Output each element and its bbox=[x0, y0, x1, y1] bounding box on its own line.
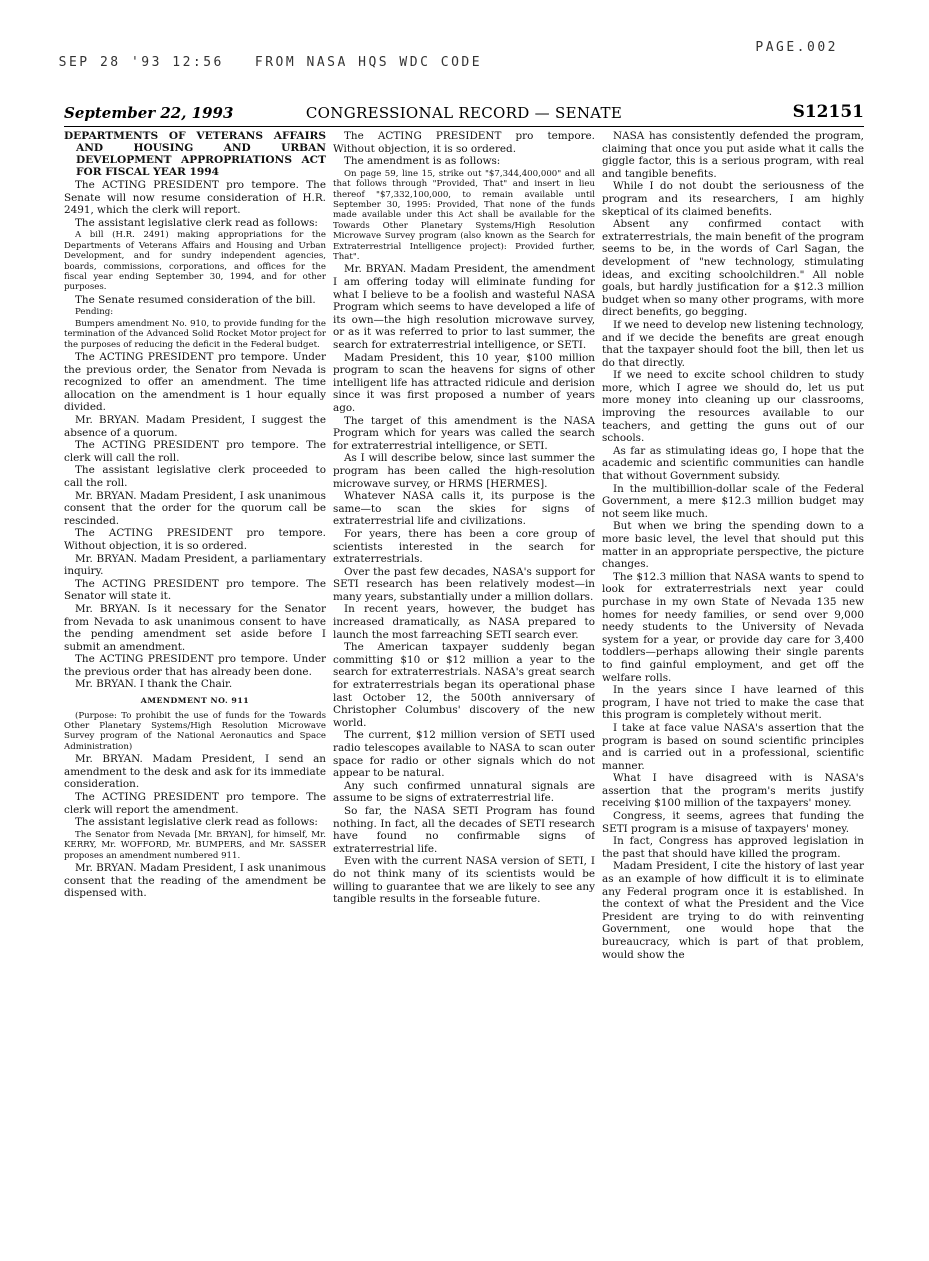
paragraph: The ACTING PRESIDENT pro tempore. Under the previous order, the Senator from Nevada is recognized to offer an amendment. The time allocation on the amendment is 1 hour equally divided. bbox=[64, 351, 326, 414]
paragraph: Even with the current NASA version of SETI, I do not think many of its scientists would be willing to guarantee that we are likely to see any tangible results in the forseable future. bbox=[333, 855, 595, 906]
quoted-text: Pending: bbox=[75, 307, 114, 318]
quoted-text: A bill (H.R. 2491) making appropriations for the Departments of Veterans Affairs and Housing and Urban Development, and for sundry independent agencies, boards, commissions, corporations, and offices for the fiscal year ending September 30, 1994, and for other purposes. bbox=[64, 230, 326, 293]
amendment-caption: AMENDMENT NO. 911 bbox=[140, 696, 250, 706]
paragraph: Over the past few decades, NASA's support for SETI research has been relatively modest—in many years, substantially under a million dollars. bbox=[333, 565, 595, 603]
paragraph: Madam President, this 10 year, $100 million program to scan the heavens for signs of other intelligent life has attracted ridicule and derision since it was first proposed a number of years ago. bbox=[333, 351, 595, 414]
paragraph: So far, the NASA SETI Program has found nothing. In fact, all the decades of SETI research have found no confirmable signs of extraterrestrial life. bbox=[333, 804, 595, 855]
paragraph: As I will describe below, since last summer the program has been called the high-resolution microwave survey, or HRMS [HERMES]. bbox=[333, 452, 595, 490]
paragraph: The ACTING PRESIDENT pro tempore. The Senator will state it. bbox=[64, 577, 326, 603]
paragraph: As far as stimulating ideas go, I hope that the academic and scientific communities can handle that without Government subsidy. bbox=[602, 444, 864, 483]
paragraph: Mr. BRYAN. Madam President, a parliamentary inquiry. bbox=[64, 552, 326, 578]
paragraph: The amendment is as follows: bbox=[344, 155, 501, 168]
paragraph: Congress, it seems, agrees that funding the SETI program is a misuse of taxpayers' money. bbox=[602, 810, 864, 835]
paragraph: The target of this amendment is the NASA Program which for years was called the search for extraterrestrial intelligence, or SETI. bbox=[333, 414, 595, 452]
paragraph: If we need to excite school children to study more, which I agree we should do, let us put more money into cleaning up our classrooms, improving the resources available to our teachers, and getting the guns out of our schools. bbox=[602, 369, 864, 445]
paragraph: The Senate resumed consideration of the bill. bbox=[75, 293, 316, 306]
paragraph: Madam President, I cite the history of last year as an example of how difficult it is to eliminate any Federal program once it is established. In the context of what the President and the Vice President are trying to do with reinventing Government, one would hope that the bureaucracy, which is part of that problem, would show the bbox=[602, 860, 864, 961]
quoted-text: (Purpose: To prohibit the use of funds for the Towards Other Planetary Systems/High Resolution Microwave Survey program of the National Aeronautics and Space Administration) bbox=[64, 710, 326, 752]
paragraph: In recent years, however, the budget has increased dramatically, as NASA prepared to launch the most farreaching SETI search ever. bbox=[333, 603, 595, 641]
paragraph: In the multibillion-dollar scale of the Federal Government, a mere $12.3 million budget may not seem like much. bbox=[602, 482, 864, 520]
fax-transmission-header bbox=[38, 40, 838, 85]
quoted-text: Bumpers amendment No. 910, to provide funding for the termination of the Advanced Solid Rocket Motor project for the purposes of reducing the deficit in the Federal budget. bbox=[64, 318, 326, 350]
paragraph: NASA has consistently defended the program, claiming that once you put aside what it calls the giggle factor, this is a serious program, with real and tangible benefits. bbox=[602, 130, 864, 180]
quoted-text: On page 59, line 15, strike out "$7,344,400,000" and all that follows through "Provided, That" and insert in lieu thereof "$7,332,100,000, to remain available until September 30, 1995: Provided, That none of the funds made available under this Act shall be available for the Towards Other Planetary Systems/High Resolution Microwave Survey program (also known as the Search for Extraterrestrial Intelligence project): Provided further, That". bbox=[333, 168, 595, 263]
header-date: September 22, 1993 bbox=[64, 104, 234, 122]
paragraph: Whatever NASA calls it, its purpose is the same—to scan the skies for signs of extraterrestrial life and civilizations. bbox=[333, 490, 595, 528]
paragraph: The current, $12 million version of SETI used radio telescopes available to NASA to scan outer space for radio or other signals which do not appear to be natural. bbox=[333, 729, 595, 780]
paragraph: Mr. BRYAN. I thank the Chair. bbox=[75, 678, 233, 691]
paragraph: Mr. BRYAN. Madam President, the amendment I am offering today will eliminate funding for what I believe to be a foolish and wasteful NASA Program which seems to have developed a life of its own—the high resolution microwave survey, or as it was referred to prior to last summer, the search for extraterrestrial intelligence, or SETI. bbox=[333, 263, 595, 351]
fax-page-number: PAGE.002 bbox=[755, 40, 838, 55]
paragraph: The assistant legislative clerk read as follows: bbox=[75, 816, 318, 829]
column-middle bbox=[333, 130, 595, 1240]
paragraph: The ACTING PRESIDENT pro tempore. Without objection, it is so ordered. bbox=[333, 130, 595, 155]
paragraph: Mr. BRYAN. Madam President, I ask unanimous consent that the order for the quorum call be rescinded. bbox=[64, 489, 326, 527]
paragraph: The $12.3 million that NASA wants to spend to look for extraterrestrials next year could purchase in my own State of Nevada 135 new homes for needy families, or send over 9,000 needy students to the University of Nevada system for a year, or provide day care for 3,400 toddlers—perhaps allowing their single parents to find gainful employment, and get off the welfare rolls. bbox=[602, 570, 864, 684]
paragraph: The American taxpayer suddenly began committing $10 or $12 million a year to the search for extraterrestrials. NASA's great search for extraterrestrials began its operational phase last October 12, the 500th anniversary of Christopher Columbus' discovery of the new world. bbox=[333, 641, 595, 729]
paragraph: The assistant legislative clerk read as follows: bbox=[75, 216, 318, 229]
header-publication: CONGRESSIONAL RECORD — SENATE bbox=[305, 104, 623, 122]
paragraph: For years, there has been a core group of scientists interested in the search for extraterrestrials. bbox=[333, 527, 595, 566]
paragraph: The ACTING PRESIDENT pro tempore. Without objection, it is so ordered. bbox=[64, 527, 326, 552]
paragraph: Any such confirmed unnatural signals are assume to be signs of extraterrestrial life. bbox=[333, 779, 595, 805]
paragraph: If we need to develop new listening technology, and if we decide the benefits are great enough that the taxpayer should foot the bill, then let us do that directly. bbox=[602, 318, 864, 369]
text-columns bbox=[64, 130, 864, 1240]
paragraph: In the years since I have learned of this program, I have not tried to make the case that this program is completely without merit. bbox=[602, 684, 864, 722]
paragraph: I take at face value NASA's assertion that the program is based on sound scientific principles and is carried out in a professional, scientific manner. bbox=[602, 721, 864, 772]
fax-header-left: SEP 28 '93 12:56 FROM NASA HQS WDC CODE bbox=[58, 55, 483, 70]
paragraph: The ACTING PRESIDENT pro tempore. The Senate will now resume consideration of H.R. 2491, which the clerk will report. bbox=[64, 179, 326, 217]
section-heading: DEPARTMENTS OF VETERANS AFFAIRS AND HOUSING AND URBAN DEVELOPMENT APPROPRIATIONS ACT FOR FISCAL YEAR 1994 bbox=[64, 130, 326, 178]
paragraph: Mr. BRYAN. Madam President, I ask unanimous consent that the reading of the amendment be dispensed with. bbox=[64, 862, 326, 900]
page-header bbox=[64, 104, 864, 127]
paragraph: The assistant legislative clerk proceeded to call the roll. bbox=[64, 464, 326, 489]
paragraph: While I do not doubt the seriousness of the program and its researchers, I am highly skeptical of its claimed benefits. bbox=[602, 180, 864, 218]
paragraph: But when we bring the spending down to a more basic level, the level that should put this matter in an appropriate perspective, the picture changes. bbox=[602, 520, 864, 571]
paragraph: The ACTING PRESIDENT pro tempore. The clerk will report the amendment. bbox=[64, 791, 326, 816]
paragraph: The ACTING PRESIDENT pro tempore. Under the previous order that has already been done. bbox=[64, 653, 326, 678]
quoted-text: The Senator from Nevada [Mr. BRYAN], for himself, Mr. KERRY, Mr. WOFFORD, Mr. BUMPERS, and Mr. SASSER proposes an amendment numbered 911. bbox=[64, 829, 326, 861]
paragraph: The ACTING PRESIDENT pro tempore. The clerk will call the roll. bbox=[64, 439, 326, 464]
paragraph: Mr. BRYAN. Is it necessary for the Senator from Nevada to ask unanimous consent to have the pending amendment set aside before I submit an amendment. bbox=[64, 602, 326, 653]
column-right bbox=[602, 130, 864, 1240]
paragraph: Absent any confirmed contact with extraterrestrials, the main benefit of the program seems to be, in the words of Carl Sagan, the development of "new technology, stimulating ideas, and exciting schoolchildren." All noble goals, but hardly justification for a $12.3 million budget when so many other programs, with more direct benefits, go begging. bbox=[602, 218, 864, 319]
paragraph: In fact, Congress has approved legislation in the past that should have killed the program. bbox=[602, 835, 864, 860]
paragraph: What I have disagreed with is NASA's assertion that the program's merits justify receiving $100 million of the taxpayers' money. bbox=[602, 772, 864, 810]
column-left bbox=[64, 130, 326, 1240]
header-page-number: S12151 bbox=[792, 102, 864, 122]
paragraph: Mr. BRYAN. Madam President, I suggest the absence of a quorum. bbox=[64, 414, 326, 439]
paragraph: Mr. BRYAN. Madam President, I send an amendment to the desk and ask for its immediate consideration. bbox=[64, 753, 326, 791]
